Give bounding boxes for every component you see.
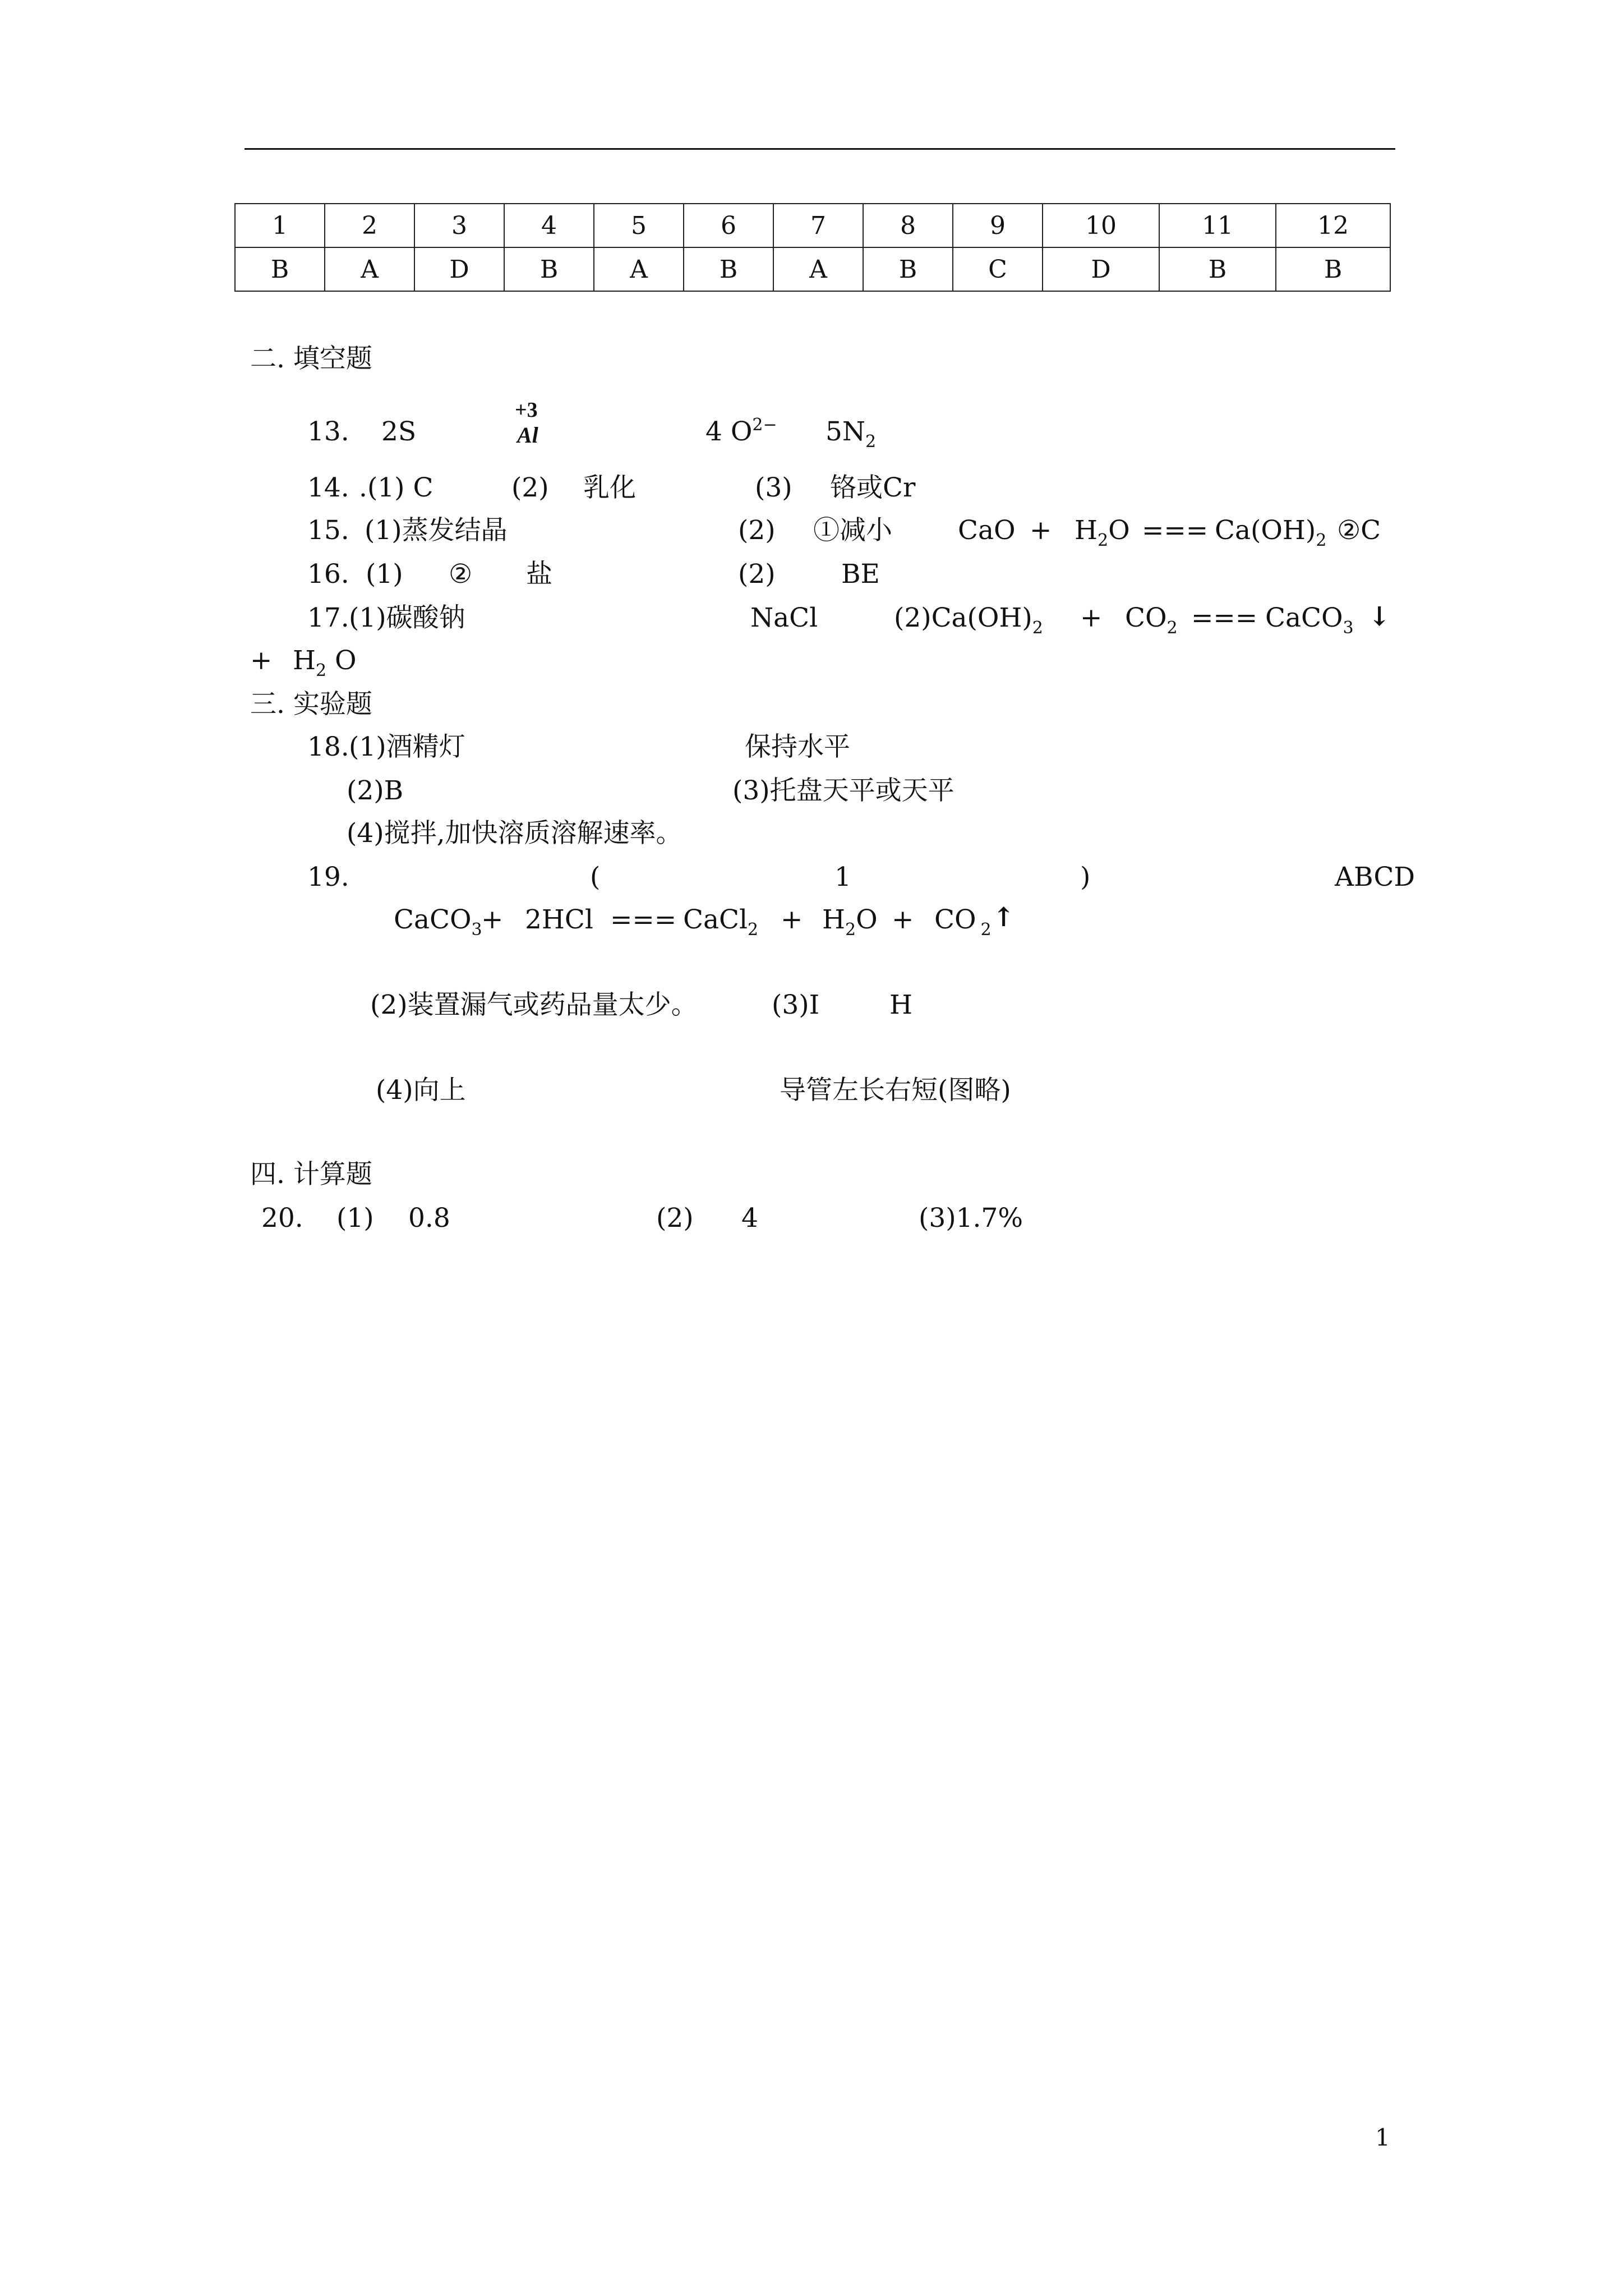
- table-cell: 5: [594, 204, 684, 247]
- q19-p2: (2)装置漏气或药品量太少。: [370, 990, 698, 1020]
- q17-p1: (1)碳酸钠: [349, 602, 465, 633]
- q17-cont-plus: +: [250, 645, 273, 676]
- page-number: 1: [1375, 2124, 1390, 2151]
- q19-answer: ABCD: [1335, 862, 1415, 892]
- q18-p3: (3)托盘天平或天平: [732, 775, 955, 806]
- q18-p1: (1)酒精灯: [349, 731, 465, 762]
- table-cell: 3: [414, 204, 504, 247]
- q19-label: 19.: [307, 862, 349, 892]
- table-row-numbers: [235, 204, 1390, 247]
- q13-d-main: 5N: [826, 416, 866, 447]
- q15-eq-sign: ===: [1142, 515, 1209, 546]
- q20-p1: (1): [336, 1203, 374, 1234]
- table-cell: A: [594, 247, 684, 291]
- q17-eq-sign: ===: [1191, 602, 1258, 633]
- q16-label: 16.: [307, 559, 349, 590]
- q17-co-sub: 2: [1166, 618, 1178, 638]
- q14-label: 14.: [307, 472, 349, 503]
- q13-d-sub: 2: [865, 432, 877, 452]
- table-cell: 12: [1276, 204, 1390, 247]
- up-arrow-icon: ↑: [993, 902, 1015, 933]
- q17-label: 17.: [307, 602, 349, 633]
- q19-eq-c: [683, 904, 759, 940]
- q16-p1-mark: ②: [449, 559, 473, 590]
- table-cell: B: [1276, 247, 1390, 291]
- q19-eq-d-end: O: [856, 904, 878, 935]
- q17-plus: +: [1080, 602, 1103, 633]
- table-cell: 11: [1159, 204, 1276, 247]
- q13-element: Al: [517, 422, 538, 448]
- q15-eq-b-end: O: [1108, 515, 1130, 546]
- q19-plus3: +: [892, 904, 914, 935]
- q15-p3: ②C: [1337, 515, 1381, 546]
- table-cell: 1: [235, 204, 325, 247]
- q19-eq-b: 2HCl: [525, 904, 593, 935]
- q14-p2: (2): [511, 472, 549, 503]
- table-cell: B: [684, 247, 773, 291]
- q19-eq-c-sub: 2: [747, 920, 759, 940]
- q19-eq-sign: ===: [610, 904, 677, 935]
- q15-p1: (1)蒸发结晶: [365, 515, 508, 546]
- q16-p1-answer: 盐: [526, 559, 552, 590]
- down-arrow-icon: ↓: [1368, 601, 1391, 632]
- q14-p1: .(1) C: [359, 472, 434, 503]
- q19-eq-a: [394, 904, 482, 940]
- header-rule: [245, 148, 1395, 150]
- q15-plus: +: [1030, 515, 1052, 546]
- table-cell: B: [863, 247, 953, 291]
- q14-p3: (3): [755, 472, 792, 503]
- table-cell: D: [414, 247, 504, 291]
- q19-eq-c-main: CaCl: [683, 904, 748, 935]
- q18-p4: (4)搅拌,加快溶质溶解速率。: [347, 818, 683, 849]
- q19-eq-a-sub: 3: [471, 920, 482, 940]
- q19-eq-e: [934, 904, 992, 940]
- table-cell: 7: [773, 204, 863, 247]
- section-heading-fill: 二. 填空题: [250, 343, 372, 374]
- q20-p2-answer: 4: [741, 1203, 758, 1234]
- q19-close-paren: ): [1080, 862, 1091, 892]
- q17-p2-main: (2)Ca(OH): [894, 602, 1032, 633]
- section-heading-experiment: 三. 实验题: [250, 689, 372, 720]
- q13-c-num: 4 O: [706, 416, 753, 447]
- q19-eq-e-sub: 2: [980, 920, 992, 940]
- q15-label: 15.: [307, 515, 349, 546]
- table-cell: 6: [684, 204, 773, 247]
- q15-eq-c-main: Ca(OH): [1215, 515, 1316, 546]
- q18-p2: (2)B: [347, 775, 404, 806]
- q15-eq-c-sub: 2: [1316, 531, 1327, 550]
- q18-p1-b: 保持水平: [745, 731, 850, 762]
- q13-a: 2S: [381, 416, 417, 447]
- q18-label: 18.: [307, 731, 349, 762]
- table-cell: C: [953, 247, 1043, 291]
- q19-p3: (3)I: [772, 990, 820, 1020]
- q17-caco-sub: 3: [1343, 618, 1354, 638]
- q17-p2-sub: 2: [1032, 618, 1043, 638]
- q20-p3: (3)1.7%: [919, 1203, 1023, 1234]
- table-cell: D: [1043, 247, 1159, 291]
- q15-eq-b: [1075, 515, 1130, 550]
- q14-p2-answer: 乳化: [583, 472, 636, 503]
- q17-p1-b: NaCl: [750, 602, 818, 633]
- q19-eq-d-sub: 2: [845, 920, 856, 940]
- q13-d: [826, 416, 877, 452]
- q15-eq-a: CaO: [958, 515, 1016, 546]
- q19-eq-e-main: CO: [934, 904, 976, 935]
- q19-p3-b: H: [889, 990, 912, 1020]
- q19-plus1: +: [481, 904, 504, 935]
- table-row-answers: [235, 247, 1390, 291]
- q17-water-sub: 2: [316, 661, 327, 680]
- q19-num: 1: [834, 862, 851, 892]
- table-cell: 2: [325, 204, 414, 247]
- q19-eq-d: [822, 904, 878, 940]
- q17-co-main: CO: [1125, 602, 1167, 633]
- table-cell: A: [773, 247, 863, 291]
- q20-label: 20.: [261, 1203, 303, 1234]
- q15-eq-b-sub: 2: [1098, 531, 1109, 550]
- q17-water-main: H: [293, 645, 316, 676]
- table-cell: 4: [504, 204, 594, 247]
- q19-p4: (4)向上: [376, 1075, 466, 1106]
- q17-water: [293, 645, 357, 680]
- q16-p2: (2): [738, 559, 776, 590]
- q19-open-paren: (: [590, 862, 601, 892]
- table-cell: 9: [953, 204, 1043, 247]
- q15-eq-c: [1215, 515, 1327, 550]
- answer-table: [234, 203, 1391, 292]
- q19-plus2: +: [781, 904, 803, 935]
- q14-p3-answer: 铬或Cr: [830, 472, 916, 503]
- table-cell: 8: [863, 204, 953, 247]
- q17-caco-main: CaCO: [1265, 602, 1343, 633]
- q15-eq-b-main: H: [1075, 515, 1098, 546]
- q19-p4-b: 导管左长右短(图略): [780, 1075, 1011, 1106]
- table-cell: A: [325, 247, 414, 291]
- q17-p2: [894, 602, 1043, 638]
- q20-p1-answer: 0.8: [408, 1203, 450, 1234]
- q17-co2: [1125, 602, 1178, 638]
- q16-p2-answer: BE: [841, 559, 880, 590]
- q15-p2-answer: ①减小: [813, 515, 892, 546]
- section-heading-calc: 四. 计算题: [250, 1159, 372, 1190]
- q17-caco3: [1265, 602, 1354, 638]
- table-cell: B: [1159, 247, 1276, 291]
- q16-p1: (1): [366, 559, 403, 590]
- q19-eq-d-main: H: [822, 904, 845, 935]
- q20-p2: (2): [656, 1203, 694, 1234]
- table-cell: B: [235, 247, 325, 291]
- table-cell: 10: [1043, 204, 1159, 247]
- q13-valence: +3: [515, 398, 538, 422]
- q17-water-end: O: [326, 645, 357, 676]
- q13-label: 13.: [307, 416, 349, 447]
- q13-c-charge: 2−: [752, 415, 777, 435]
- q19-eq-a-main: CaCO: [394, 904, 472, 935]
- q15-p2: (2): [738, 515, 776, 546]
- table-cell: B: [504, 247, 594, 291]
- q13-c: [706, 415, 777, 447]
